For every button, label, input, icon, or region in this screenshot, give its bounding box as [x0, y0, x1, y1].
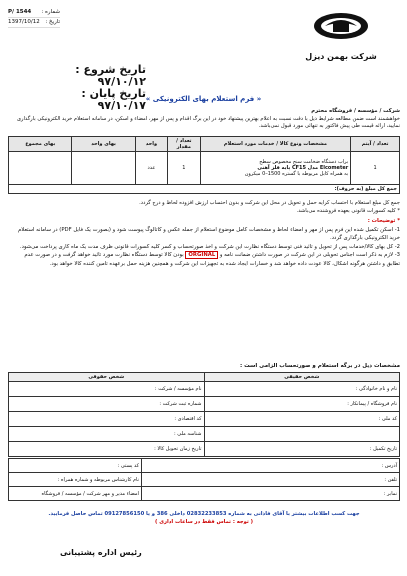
salutation: شرکت / مؤسسه / فروشگاه محترم — [311, 108, 400, 114]
field-completion-date[interactable]: تاریخ تکمیل : — [204, 442, 400, 457]
field-phone[interactable]: تلفن : — [141, 473, 399, 487]
row-desc — [200, 152, 351, 185]
table-row — [9, 473, 400, 487]
desc-line1: براب دستگاه ضخامت سنج مخصوص سطح — [259, 159, 349, 165]
table-row — [9, 487, 400, 501]
col-desc: مشخصات ونوع کالا / خدمات مورد استعلام — [200, 137, 351, 152]
field-economic-code[interactable]: کد اقتصادی : — [9, 412, 205, 427]
field-fullname[interactable]: نام و نام خانوادگی : — [204, 382, 400, 397]
table-row — [9, 442, 400, 457]
field-postal-code[interactable]: کد پستی : — [9, 459, 142, 473]
field-address[interactable]: آدرس : — [141, 459, 399, 473]
total-label[interactable]: جمع کل مبلغ (به حروف): — [9, 185, 400, 194]
note-3 — [10, 251, 400, 268]
col-unit-price: بهای واحد — [72, 137, 135, 152]
intro-body: خواهشمند است ضمن مطالعه شرایط ذیل با دقت نسبت به اعلام بهترین پیشنهاد خود در این برگ اقدام و پس از مهر، امضاء و اسکن، در سامانه استعلام خرید الکترونیکی بارگذاری نمایید، ارائه قیمت طی پیش فاکتور به تنهائی مورد قبول نمی‌باشد. — [16, 115, 400, 130]
date-value: 1397/10/12 — [8, 19, 40, 25]
row-unit: عدد — [135, 152, 167, 185]
table-row — [9, 427, 400, 442]
note-3-start: 3- لازم به ذکر است اجناس تحویلی در این شرکت در صورت داشتن ضمانت نامه و — [219, 252, 400, 259]
field-company-name[interactable]: نام مؤسسه / شرکت : — [9, 382, 205, 397]
col-unit: واحد — [135, 137, 167, 152]
field-store-name[interactable]: نام فروشگاه / پیمانکار : — [204, 397, 400, 412]
date-label: تاریخ : — [45, 19, 60, 25]
end-date: تاریخ پایان : ۹۷/۱۰/۱۷ — [81, 87, 146, 112]
row-qty: 1 — [168, 152, 201, 185]
items-table — [8, 136, 400, 194]
col-no: تعداد / آیتم — [351, 137, 400, 152]
conditions — [10, 200, 400, 215]
row-no: 1 — [351, 152, 400, 185]
field-national-id[interactable]: شناسه ملی : — [9, 427, 205, 442]
field-registration-no[interactable]: شماره ثبت شرکت : — [9, 397, 205, 412]
contact-info: جهت کسب اطلاعات بیشتر با آقای فاذانی به شماره 02832233853 داخلی 386 و یا 09127856150 تماس حاصل فرمایید. — [48, 511, 360, 517]
field-fax[interactable]: نمابر : — [141, 487, 399, 501]
table-row — [9, 412, 400, 427]
condition-2: * کلیه کسورات قانونی بعهده فروشنده می‌باشد. — [296, 207, 400, 214]
row-total[interactable] — [9, 152, 72, 185]
table-row — [9, 459, 400, 473]
items-header-row — [9, 137, 400, 152]
bahman-logo-icon — [311, 10, 371, 50]
footer — [8, 510, 400, 526]
contact-table — [8, 458, 400, 501]
company-logo — [280, 10, 402, 80]
intro — [10, 108, 400, 131]
field-expert[interactable]: نام کارشناس مربوطه و شماره همراه : — [9, 473, 142, 487]
note-1: 1- اسکن تکمیل شده این فرم پس از مهر و امضاء لحاظ و مشخصات کامل موضوع استعلام از جمله عکس و کاتالوگ پیوست شود و (بصورت یک فایل PDF) در سامانه استعلام خرید الکترونیکی بارگذاری گردد. — [18, 226, 400, 242]
date-range — [36, 64, 146, 112]
col-legal-person: شخص حقوقی — [9, 373, 205, 382]
field-sign[interactable]: امضاء مدیر و مهر شرکت / مؤسسه / فروشگاه — [9, 487, 142, 501]
field-national-code[interactable]: کد ملی : — [204, 412, 400, 427]
original-badge: ORGINAL — [185, 251, 218, 259]
document-meta-box — [8, 8, 60, 28]
number-value: P/ 1544 — [8, 9, 32, 15]
sign-heading: مشخصات ذیل در برگه استعلام و صورتحساب الزامی است : — [240, 363, 400, 369]
signature-title: رئیس اداره پشتیبانی — [60, 548, 142, 557]
form-title: « فرم استعلام بهای الکترونیکی » — [145, 95, 262, 103]
identity-table — [8, 372, 400, 457]
table-row — [9, 382, 400, 397]
notes — [10, 217, 400, 269]
office-hours-note: ( توجه : تماس فقط در ساعات اداری ) — [155, 519, 253, 525]
field-empty[interactable] — [204, 427, 400, 442]
company-name: شرکت بهمن دیزل — [305, 52, 377, 61]
note-2: 2- کل بهای کالا/خدمات پس از تحویل و تائید فنی توسط دستگاه نظارت این شرکت و اخذ صورتحساب و کسر کلیه کسورات قانونی ظرف مدت یک ماه کاری پرداخت می‌شود. — [19, 243, 400, 250]
start-date: تاریخ شروع : ۹۷/۱۰/۱۲ — [75, 63, 146, 88]
desc-line3: به همراه کابل مربوطه با گستره 1500–0 میکرون — [244, 171, 349, 177]
col-real-person: شخص حقیقی — [204, 373, 400, 382]
notes-heading: * توضیحات : — [367, 218, 400, 224]
row-unit-price[interactable] — [72, 152, 135, 185]
condition-1: جمع کل مبلغ استعلام با احتساب کرایه حمل و تحویل در محل این شرکت و بدون احتساب ارزش افزوده لحاظ و درج گردد. — [139, 200, 400, 206]
table-row — [9, 152, 400, 185]
col-total: بهای مجموع — [9, 137, 72, 152]
total-row — [9, 185, 400, 194]
table-row — [9, 397, 400, 412]
desc-line2: Elcometer مدل CF15 پایه فلز آهنی — [257, 165, 349, 171]
note-3-end: بودن کالا توسط دستگاه نظارت مورد تائید خواهد گرفت و در صورت عدم تطابق و داشتن هرگونه اشکال، کالا عودت داده خواهد شد و خسارات ایجاد شده به تجهیزات این شرکت و همچنین هزینه حمل برعهده تامین کننده کالا خواهد بود. — [24, 252, 400, 267]
col-qty: تعداد / مقدار — [168, 137, 201, 152]
field-delivery-date[interactable]: تاریخ زمان تحویل کالا : — [9, 442, 205, 457]
number-label: شماره : — [41, 9, 60, 15]
